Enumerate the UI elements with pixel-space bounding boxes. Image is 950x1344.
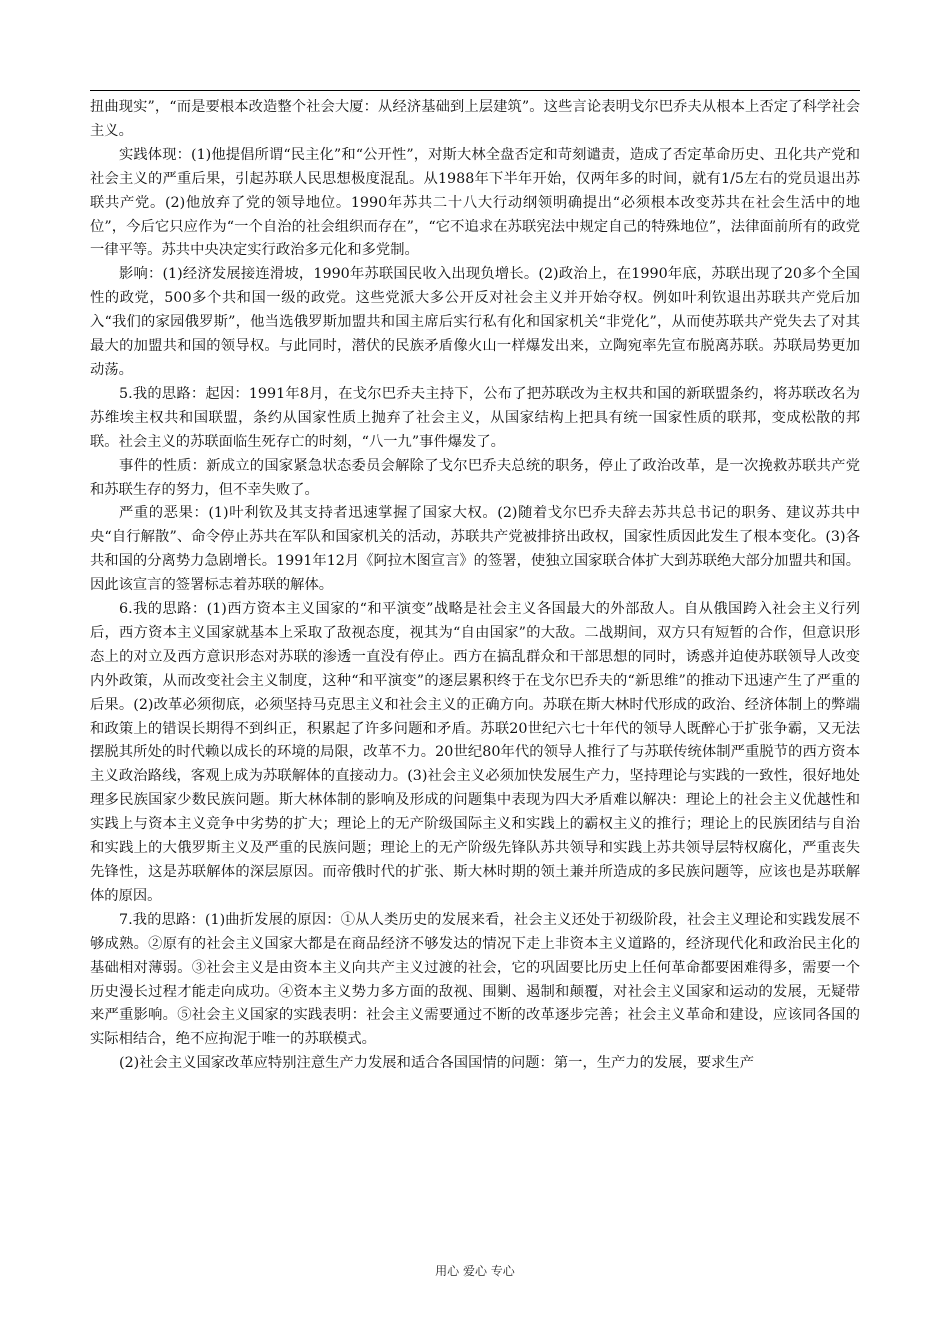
paragraph-item-6: 6.我的思路：(1)西方资本主义国家的“和平演变”战略是社会主义各国最大的外部敌人。自从俄国跨入社会主义行列后，西方资本主义国家就基本上采取了敌视态度，视其为“自由国家”的大敌。二战期间，双方只有短暂的合作，但意识形态上的对立及西方意识形态对苏联的渗透一直没有停止。西方在搞乱群众和干部思想的同时，诱惑并迫使苏联领导人改变内外政策，从而改变社会主义制度，这种“和平演变”的逐层累积终于在戈尔巴乔夫的“新思维”的推动下迅速产生了严重的后果。(2)改革必须彻底，必须坚持马克思主义和社会主义的正确方向。苏联在斯大林时代形成的政治、经济体制上的弊端和政策上的错误长期得不到纠正，积累起了许多问题和矛盾。苏联20世纪六七十年代的领导人既醉心于扩张争霸，又无法摆脱其所处的时代赖以成长的环境的局限，改革不力。20世纪80年代的领导人推行了与苏联传统体制严重脱节的西方资本主义政治路线，客观上成为苏联解体的直接动力。(3)社会主义必须加快发展生产力，坚持理论与实践的一致性，很好地处理多民族国家少数民族问题。斯大林体制的影响及形成的问题集中表现为四大矛盾难以解决：理论上的社会主义优越性和实践上与资本主义竞争中劣势的扩大；理论上的无产阶级国际主义和实践上的霸权主义的推行；理论上的民族团结与自治和实践上的大俄罗斯主义及严重的民族问题；理论上的无产阶级先锋队苏共领导和实践上苏共领导层特权腐化，严重丧失先锋性，这是苏联解体的深层原因。而帝俄时代的扩张、斯大林时期的领土兼并所造成的多民族问题等，应该也是苏联解体的原因。 <box>90 601 860 904</box>
paragraph-practice: 实践体现：(1)他提倡所谓“民主化”和“公开性”，对斯大林全盘否定和苛刻谴责，造成了否定革命历史、丑化共产党和社会主义的严重后果，引起苏联人民思想极度混乱。从1988年下半年开始，仅两年多的时间，就有1/5左右的党员退出苏联共产党。(2)他放弃了党的领导地位。1990年苏共二十八大行动纲领明确提出“必须根本改变苏共在社会生活中的地位”，今后它只应作为“一个自治的社会组织而存在”，“它不追求在苏联宪法中规定自己的特殊地位”，法律面前所有的政党一律平等。苏共中央决定实行政治多元化和多党制。 <box>90 146 860 259</box>
paragraph-continuation: 扭曲现实”，“而是要根本改造整个社会大厦：从经济基础到上层建筑”。这些言论表明戈尔巴乔夫从根本上否定了科学社会主义。 <box>90 99 860 139</box>
paragraph-event-nature: 事件的性质：新成立的国家紧急状态委员会解除了戈尔巴乔夫总统的职务，停止了政治改革，是一次挽救苏联共产党和苏联生存的努力，但不幸失败了。 <box>90 457 860 498</box>
paragraph-item-5: 5.我的思路：起因：1991年8月，在戈尔巴乔夫主持下，公布了把苏联改为主权共和国的新联盟条约，将苏联改名为苏维埃主权共和国联盟，条约从国家性质上抛弃了社会主义，从国家结构上把具有统一国家性质的联邦，变成松散的邦联。社会主义的苏联面临生死存亡的时刻，“八一九”事件爆发了。 <box>90 385 860 450</box>
body-text <box>90 96 860 1076</box>
paragraph-item-7: 7.我的思路：(1)曲折发展的原因：①从人类历史的发展来看，社会主义还处于初级阶段，社会主义理论和实践发展不够成熟。②原有的社会主义国家大都是在商品经济不够发达的情况下走上非资本主义道路的，经济现代化和政治民主化的基础相对薄弱。③社会主义是由资本主义向共产主义过渡的社会，它的巩固要比历史上任何革命都要困难得多，需要一个历史漫长过程才能走向成功。④资本主义势力多方面的敌视、围剿、遏制和颠覆，对社会主义国家和运动的发展，无疑带来严重影响。⑤社会主义国家的实践表明：社会主义需要通过不断的改革逐步完善；社会主义革命和建设，应该同各国的实际相结合，绝不应拘泥于唯一的苏联模式。 <box>90 911 860 1048</box>
page-footer: 用心 爱心 专心 <box>435 1264 515 1278</box>
paragraph-reform: (2)社会主义国家改革应特别注意生产力发展和适合各国国情的问题：第一，生产力的发展，要求生产 <box>119 1055 755 1072</box>
paragraph-influence: 影响：(1)经济发展接连滑坡，1990年苏联国民收入出现负增长。(2)政治上，在1990年底，苏联出现了20多个全国性的政党，500多个共和国一级的政党。这些党派大多公开反对社会主义并开始夺权。例如叶利钦退出苏联共产党后加入“我们的家园俄罗斯”，他当选俄罗斯加盟共和国主席后实行私有化和国家机关“非党化”，从而使苏联共产党失去了对其最大的加盟共和国的领导权。与此同时，潜伏的民族矛盾像火山一样爆发出来，立陶宛率先宣布脱离苏联。苏联局势更加动荡。 <box>90 266 860 378</box>
header-rule <box>90 90 860 91</box>
paragraph-consequences: 严重的恶果：(1)叶利钦及其支持者迅速掌握了国家大权。(2)随着戈尔巴乔夫辞去苏共总书记的职务、建议苏共中央“自行解散”、命令停止苏共在军队和国家机关的活动，苏联共产党被排挤出政权，国家性质因此发生了根本变化。(3)各共和国的分离势力急剧增长。1991年12月《阿拉木图宣言》的签署，使独立国家联合体扩大到苏联绝大部分加盟共和国。因此该宣言的签署标志着苏联的解体。 <box>90 505 860 594</box>
